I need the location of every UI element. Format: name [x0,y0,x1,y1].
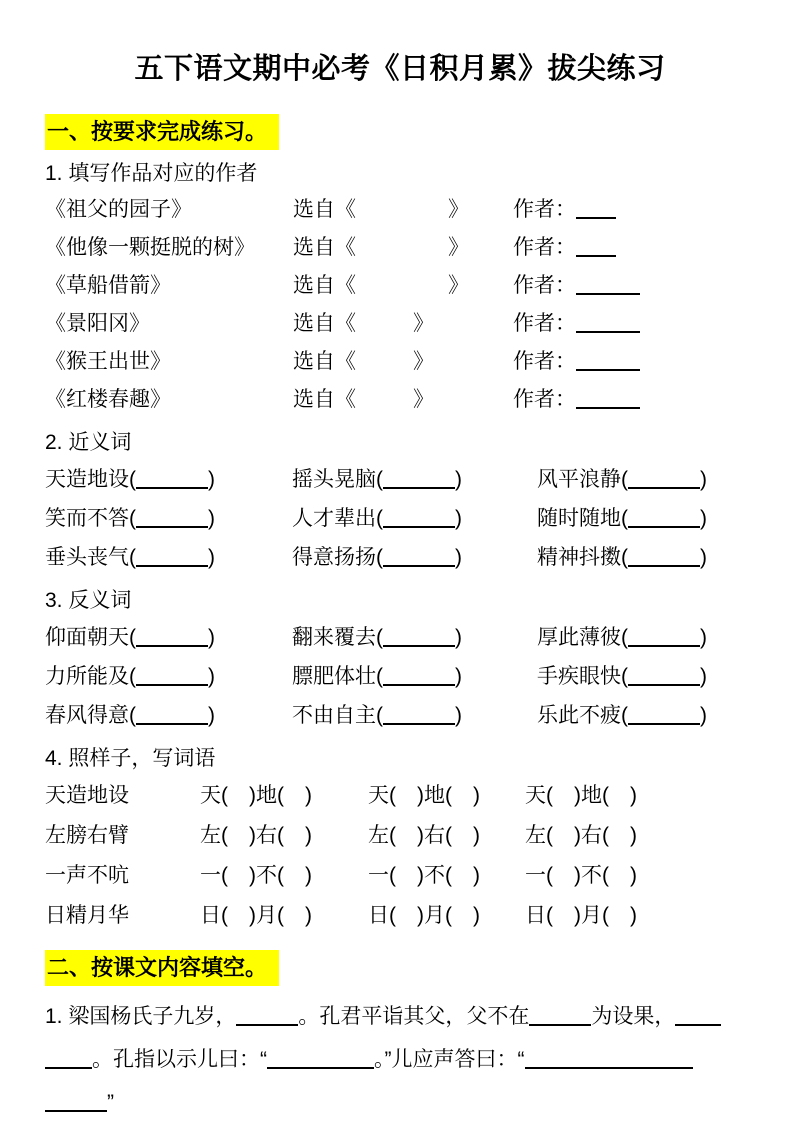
fill-blank-line [675,1006,721,1026]
paren-close: ) [700,665,707,688]
author-blank-line [576,237,616,257]
fill-blank-line [45,1092,107,1112]
word: 仰面朝天 [45,626,129,649]
pattern-cell: 日( )月( ) [525,904,637,927]
paren-open: ( [376,468,383,491]
word: 乐此不疲 [537,704,621,727]
work-row [45,229,755,267]
word-item [537,538,755,577]
author-label: 作者： [513,350,576,373]
paren-close: ) [455,546,462,569]
answer-blank-line [383,508,455,528]
paren-close: ) [455,507,462,530]
work-source [293,343,513,381]
answer-blank-line [136,469,208,489]
work-title: 《景阳冈》 [45,312,150,335]
paren-close: ) [208,507,215,530]
word: 摇头晃脑 [292,468,376,491]
source-suffix: 》 [448,274,469,297]
word-item [537,499,755,538]
paren-close: ) [208,546,215,569]
pattern-cell: 一( )不( ) [525,864,637,887]
work-row [45,381,755,419]
word: 得意扬扬 [292,546,376,569]
paren-close: ) [455,665,462,688]
author-blank-line [576,275,640,295]
paragraph-text: 。”儿应声答曰：“ [374,1048,525,1071]
word-item [45,460,292,499]
answer-blank-line [383,705,455,725]
task2-label: 2. 近义词 [45,431,132,454]
section1-header: 一、按要求完成练习。 [45,114,279,150]
word: 力所能及 [45,665,129,688]
work-title: 《祖父的园子》 [45,198,192,221]
word: 厚此薄彼 [537,626,621,649]
paren-close: ) [208,665,215,688]
pattern-cell: 天( )地( ) [368,784,480,807]
word-item [45,538,292,577]
word-item [537,657,755,696]
paragraph-text: 为设果， [591,1005,676,1028]
work-row [45,267,755,305]
word-item [292,499,537,538]
source-suffix: 》 [413,312,434,335]
answer-blank-line [136,508,208,528]
word-item [45,499,292,538]
answer-blank-line [628,469,700,489]
work-title: 《草船借箭》 [45,274,171,297]
paren-close: ) [208,626,215,649]
author-blank-line [576,313,640,333]
paren-open: ( [129,546,136,569]
pattern-cell: 天( )地( ) [200,784,312,807]
answer-blank-line [383,666,455,686]
paren-open: ( [621,626,628,649]
word-item [537,618,755,657]
work-source [293,191,513,229]
answer-blank-line [383,627,455,647]
work-title: 《他像一颗挺脱的树》 [45,236,255,259]
work-author [513,236,616,259]
author-label: 作者： [513,236,576,259]
source-prefix: 选自《 [293,312,356,335]
work-title: 《猴王出世》 [45,350,171,373]
author-blank-line [576,389,640,409]
answer-blank-line [383,469,455,489]
source-prefix: 选自《 [293,388,356,411]
source-blank-gap [356,214,448,216]
work-row [45,305,755,343]
answer-blank-line [136,547,208,567]
word: 笑而不答 [45,507,129,530]
word: 膘肥体壮 [292,665,376,688]
author-blank-line [576,199,616,219]
paren-close: ) [700,626,707,649]
source-suffix: 》 [448,236,469,259]
paren-open: ( [621,507,628,530]
word: 天造地设 [45,468,129,491]
work-author [513,312,640,335]
author-label: 作者： [513,312,576,335]
author-blank-line [576,351,640,371]
word: 风平浪静 [537,468,621,491]
work-source [293,267,513,305]
pattern-row [45,896,755,936]
source-prefix: 选自《 [293,350,356,373]
word: 春风得意 [45,704,129,727]
work-author [513,274,640,297]
paren-open: ( [376,546,383,569]
word-item [45,657,292,696]
work-source [293,305,513,343]
word-item [537,460,755,499]
pattern-cell: 一( )不( ) [200,864,312,887]
answer-blank-line [628,705,700,725]
paren-open: ( [129,704,136,727]
source-blank-gap [356,328,413,330]
antonyms-grid [45,618,755,735]
paren-close: ) [700,507,707,530]
work-source [293,229,513,267]
source-prefix: 选自《 [293,274,356,297]
word-item [292,538,537,577]
source-suffix: 》 [448,198,469,221]
fill-blank-line [525,1049,693,1069]
work-source [293,381,513,419]
word-item [292,618,537,657]
pattern-row [45,816,755,856]
paren-close: ) [455,468,462,491]
source-blank-gap [356,366,413,368]
source-blank-gap [356,404,413,406]
word: 手疾眼快 [537,665,621,688]
work-author [513,350,640,373]
section2-header-row [45,950,755,986]
paren-open: ( [129,665,136,688]
fill-in-question [45,995,755,1121]
answer-blank-line [628,666,700,686]
pattern-example: 一声不吭 [45,864,129,887]
paren-close: ) [208,704,215,727]
pattern-cell: 日( )月( ) [368,904,480,927]
answer-blank-line [628,508,700,528]
source-blank-gap [356,290,448,292]
answer-blank-line [136,627,208,647]
synonyms-grid [45,460,755,577]
source-blank-gap [356,252,448,254]
section2-header: 二、按课文内容填空。 [45,950,279,986]
author-label: 作者： [513,388,576,411]
paren-close: ) [455,704,462,727]
paren-open: ( [621,468,628,491]
word: 随时随地 [537,507,621,530]
pattern-example: 天造地设 [45,784,129,807]
work-row [45,343,755,381]
paren-open: ( [376,704,383,727]
source-prefix: 选自《 [293,236,356,259]
patterns-table [45,776,755,936]
pattern-cell: 一( )不( ) [368,864,480,887]
paren-close: ) [208,468,215,491]
task1-label: 1. 填写作品对应的作者 [45,162,258,185]
paren-open: ( [376,626,383,649]
pattern-example: 左膀右臂 [45,824,129,847]
paragraph-text: 。孔指以示儿曰：“ [92,1048,267,1071]
paren-open: ( [621,546,628,569]
work-title: 《红楼春趣》 [45,388,171,411]
task3-label: 3. 反义词 [45,589,132,612]
paragraph-text: ” [107,1091,114,1114]
word: 不由自主 [292,704,376,727]
paren-close: ) [700,704,707,727]
pattern-example: 日精月华 [45,904,129,927]
task4-label: 4. 照样子，写词语 [45,747,216,770]
word-item [45,696,292,735]
page-title: 五下语文期中必考《日积月累》拔尖练习 [134,53,666,85]
section1-header-row [45,114,755,150]
fill-blank-line [45,1049,92,1069]
paren-close: ) [455,626,462,649]
paren-close: ) [700,546,707,569]
paren-open: ( [621,704,628,727]
pattern-row [45,776,755,816]
works-table [45,191,755,419]
pattern-cell: 左( )右( ) [368,824,480,847]
work-author [513,388,640,411]
paren-open: ( [376,507,383,530]
paren-open: ( [621,665,628,688]
word-item [292,696,537,735]
answer-blank-line [628,627,700,647]
word: 翻来覆去 [292,626,376,649]
source-suffix: 》 [413,388,434,411]
source-suffix: 》 [413,350,434,373]
fill-blank-line [236,1006,298,1026]
answer-blank-line [136,705,208,725]
answer-blank-line [136,666,208,686]
answer-blank-line [628,547,700,567]
paren-open: ( [129,507,136,530]
fill-blank-line [529,1006,591,1026]
word-item [537,696,755,735]
work-row [45,191,755,229]
work-author [513,198,616,221]
author-label: 作者： [513,198,576,221]
paragraph-text: 。孔君平诣其父，父不在 [298,1005,530,1028]
pattern-row [45,856,755,896]
pattern-cell: 天( )地( ) [525,784,637,807]
pattern-cell: 日( )月( ) [200,904,312,927]
paragraph-line [45,1038,755,1081]
paren-open: ( [129,626,136,649]
author-label: 作者： [513,274,576,297]
word-item [45,618,292,657]
paragraph-text: 1. 梁国杨氏子九岁， [45,1005,237,1028]
paren-close: ) [700,468,707,491]
pattern-cell: 左( )右( ) [200,824,312,847]
paren-open: ( [376,665,383,688]
paragraph-line [45,995,755,1038]
answer-blank-line [383,547,455,567]
paren-open: ( [129,468,136,491]
paragraph-line [45,1081,755,1121]
pattern-cell: 左( )右( ) [525,824,637,847]
word: 垂头丧气 [45,546,129,569]
word-item [292,460,537,499]
word: 人才辈出 [292,507,376,530]
word-item [292,657,537,696]
word: 精神抖擞 [537,546,621,569]
source-prefix: 选自《 [293,198,356,221]
fill-blank-line [267,1049,374,1069]
